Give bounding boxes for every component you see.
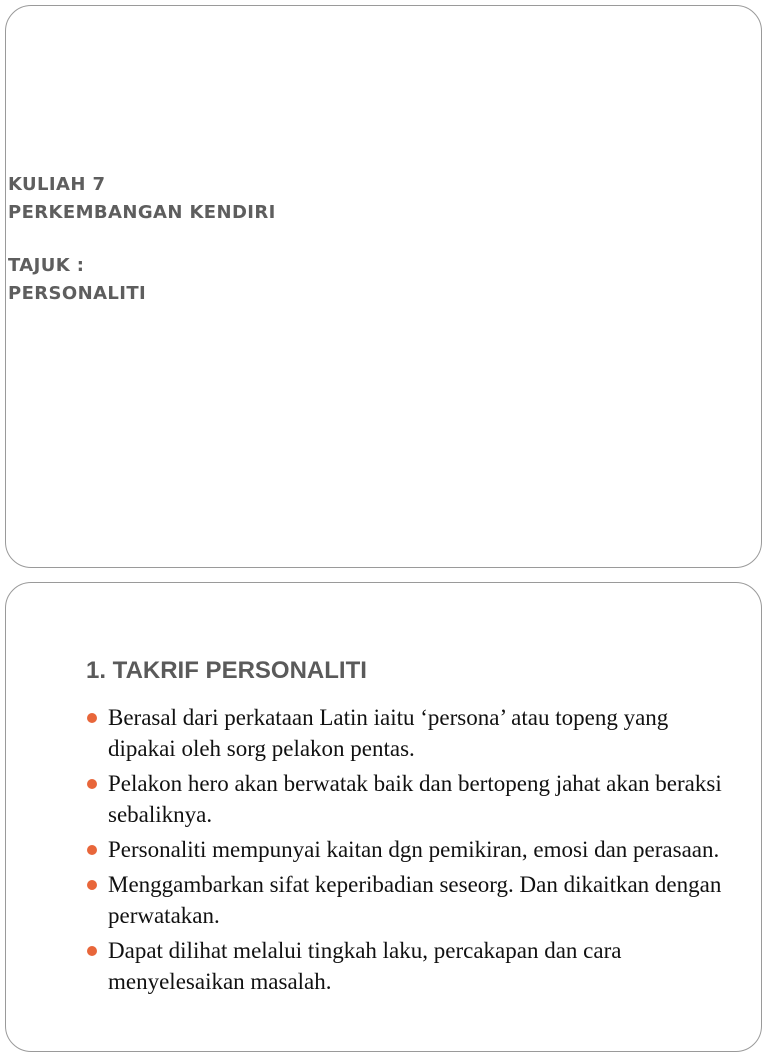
bullet-dot-icon [87, 880, 97, 890]
bullet-item [86, 834, 726, 865]
bullet-text: Personaliti mempunyai kaitan dgn pemikiran, emosi dan perasaan. [108, 837, 720, 862]
bullet-dot-icon [87, 779, 97, 789]
bullet-text: Pelakon hero akan berwatak baik dan bertopeng jahat akan beraksi sebaliknya. [108, 771, 722, 827]
bullet-item [86, 768, 726, 830]
topic-label: TAJUK : [8, 255, 85, 276]
topic-value: PERSONALITI [8, 283, 147, 304]
bullet-item [86, 935, 726, 997]
bullet-list [86, 702, 726, 1001]
slide-2 [5, 582, 762, 1052]
bullet-text: Dapat dilihat melalui tingkah laku, percakapan dan cara menyelesaikan masalah. [108, 938, 622, 994]
slide-1 [5, 5, 762, 568]
bullet-text: Menggambarkan sifat keperibadian seseorg. Dan dikaitkan dengan perwatakan. [108, 872, 722, 928]
slide-heading: 1. TAKRIF PERSONALITI [86, 657, 367, 684]
bullet-text: Berasal dari perkataan Latin iaitu ‘persona’ atau topeng yang dipakai oleh sorg pelakon pentas. [108, 705, 669, 761]
lecture-title: PERKEMBANGAN KENDIRI [8, 202, 276, 223]
bullet-item [86, 702, 726, 764]
bullet-dot-icon [87, 845, 97, 855]
bullet-dot-icon [87, 713, 97, 723]
bullet-dot-icon [87, 946, 97, 956]
title-block [8, 171, 276, 308]
lecture-number: KULIAH 7 [8, 174, 106, 195]
title-spacer [8, 227, 276, 252]
bullet-item [86, 869, 726, 931]
